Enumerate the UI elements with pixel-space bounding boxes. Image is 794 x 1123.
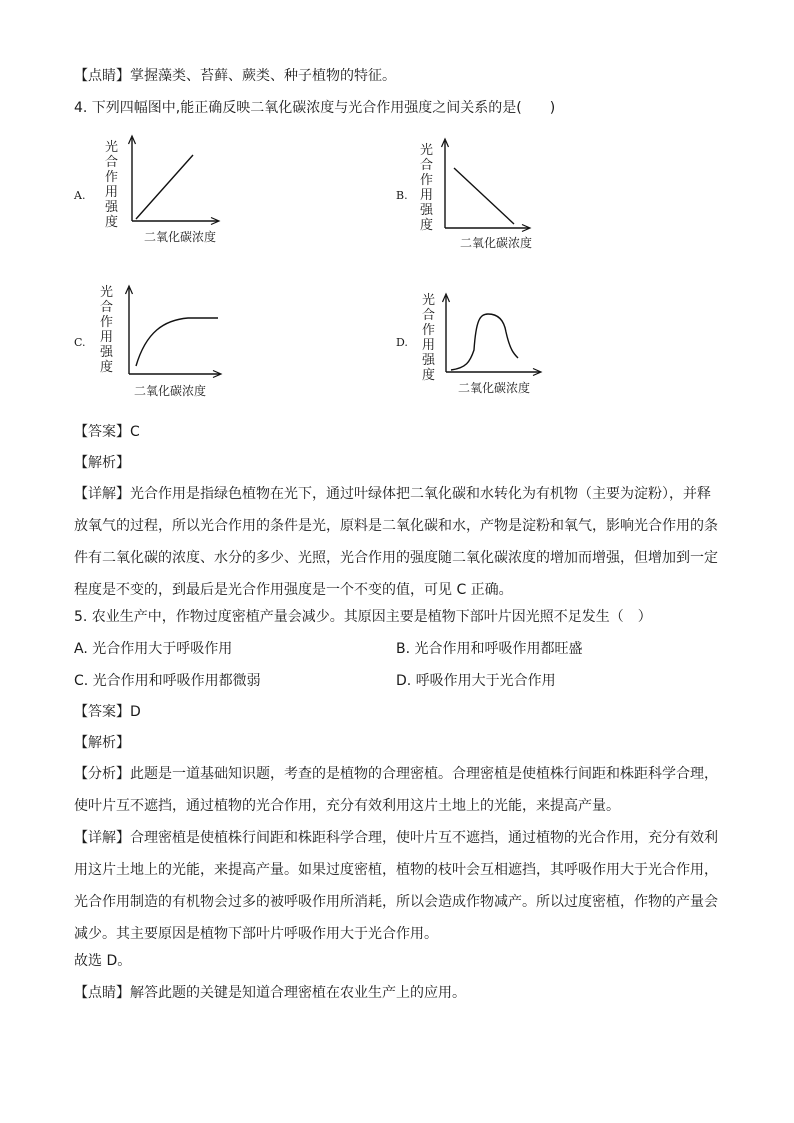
graph-b-ylabel-char: 作 [420,173,434,188]
graph-a-ylabel-char: 用 [105,185,119,200]
q5-detail-text: 合理密植是使植株行间距和株距科学合理，使叶片互不遮挡，通过植物的光合作用，充分有效利 [130,830,718,846]
graph-d-ylabel-char: 合 [422,308,436,323]
q5-analysis-text: 此题是一道基础知识题，考查的是植物的合理密植。合理密植是使植株行间距和株距科学合理， [130,766,718,782]
point-line-1 [74,66,396,86]
q5-analysis-tag: 【分析】 [74,766,130,782]
graph-b-ylabel-char: 度 [420,218,434,233]
q4-detail-row: 放氧气的过程，所以光合作用的条件是光，原料是二氧化碳和水，产物是淀粉和氧气，影响光合作用的条 [74,518,718,534]
graph-c-ylabel-char: 度 [100,360,114,375]
q5-detail-tag: 【详解】 [74,830,130,846]
question-5-stem: 5. 农业生产中，作物过度密植产量会减少。其原因主要是植物下部叶片因光照不足发生（ ） [74,609,652,625]
q4-analysis-heading: 【解析】 [74,455,130,471]
graph-c-ylabel [100,284,114,375]
graph-b-curve [454,168,514,224]
graph-b-ylabel-char: 光 [420,143,434,158]
graph-d-ylabel-char: 强 [422,353,436,368]
graph-a-ylabel-char: 光 [105,140,119,155]
q5-answer-tag: 【答案】 [74,704,130,720]
point-text: 掌握藻类、苔藓、蕨类、种子植物的特征。 [130,68,396,84]
q5-analysis-heading: 【解析】 [74,735,130,751]
graph-a [100,135,230,253]
q4-answer-line [74,422,140,442]
q5-option-letter: A. [74,641,88,657]
graph-a-ylabel-char: 合 [105,155,119,170]
q5-option-b [396,639,583,659]
q5-detail-row: 光合作用制造的有机物会过多的被呼吸作用所消耗，所以会造成作物减产。所以过度密植，作物的产量会 [74,894,718,910]
q4-detail-row: 件有二氧化碳的浓度、水分的多少、光照，光合作用的强度随二氧化碳浓度的增加而增强，但增加到一定 [74,550,718,566]
graph-c [96,282,226,400]
q4-detail-text: 光合作用是指绿色植物在光下，通过叶绿体把二氧化碳和水转化为有机物（主要为淀粉），并释 [130,486,711,502]
graph-d-ylabel-char: 度 [422,368,436,383]
graph-c-ylabel-char: 作 [100,315,114,330]
q5-detail-row [74,822,720,854]
graph-d-letter: D. [396,336,408,349]
q5-option-a [74,639,232,659]
graph-a-ylabel [105,139,119,230]
graph-a-ylabel-char: 度 [105,215,119,230]
q5-option-text: 呼吸作用大于光合作用 [415,673,556,689]
graph-b-letter: B. [396,189,408,202]
q5-analysis-row [74,758,720,790]
graph-b-ylabel-char: 合 [420,158,434,173]
q5-detail-row: 减少。其主要原因是植物下部叶片呼吸作用大于光合作用。 [74,926,438,942]
graph-a-ylabel-char: 强 [105,200,119,215]
q4-detail-row: 程度是不变的，到最后是光合作用强度是一个不变的值，可见 C 正确。 [74,582,513,598]
graph-d-xlabel: 二氧化碳浓度 [458,381,531,395]
q5-answer-line [74,702,141,722]
graph-b-ylabel [420,142,434,233]
graph-c-ylabel-char: 合 [100,300,114,315]
q4-answer-tag: 【答案】 [74,424,130,440]
point-tag: 【点睛】 [74,68,130,84]
graph-d-ylabel [422,292,436,383]
graph-d-curve [451,314,518,370]
q4-answer-value: C [130,424,140,440]
graph-a-curve [136,155,193,219]
q5-point-tag: 【点睛】 [74,985,130,1001]
graph-c-xlabel: 二氧化碳浓度 [134,384,207,398]
graph-d [418,290,548,402]
q5-point-text: 解答此题的关键是知道合理密植在农业生产上的应用。 [130,985,466,1001]
graph-c-ylabel-char: 用 [100,330,114,345]
graph-d-ylabel-char: 光 [422,293,436,308]
graph-d-ylabel-char: 用 [422,338,436,353]
graph-b [416,138,546,256]
q5-answer-value: D [130,704,141,720]
graph-b-ylabel-char: 用 [420,188,434,203]
q5-point-line [74,983,466,1003]
graph-d-ylabel-char: 作 [422,323,436,338]
q5-option-text: 光合作用大于呼吸作用 [92,641,233,657]
graph-c-letter: C. [74,336,86,349]
q5-option-c [74,671,261,691]
graph-c-ylabel-char: 强 [100,345,114,360]
graph-a-letter: A. [74,189,86,202]
graph-c-ylabel-char: 光 [100,285,114,300]
graph-a-xlabel: 二氧化碳浓度 [144,230,217,244]
q4-detail-paragraph [74,478,720,606]
question-4-stem: 4. 下列四幅图中,能正确反映二氧化碳浓度与光合作用强度之间关系的是( ) [74,100,556,116]
graph-a-ylabel-char: 作 [105,170,119,185]
q5-detail-paragraph [74,822,720,950]
q4-detail-row [74,478,720,510]
q5-analysis-row: 使叶片互不遮挡，通过植物的光合作用，充分有效利用这片土地上的光能，来提高产量。 [74,798,620,814]
q5-option-text: 光合作用和呼吸作用都旺盛 [414,641,583,657]
q5-option-letter: D. [396,673,412,689]
q5-option-letter: C. [74,673,89,689]
q5-detail-row: 用这片土地上的光能，来提高产量。如果过度密植，植物的枝叶会互相遮挡，其呼吸作用大于光合作用， [74,862,718,878]
q5-analysis-paragraph [74,758,720,822]
graph-c-curve [136,318,218,366]
q5-choice: 故选 D。 [74,953,132,969]
q5-option-d [396,671,556,691]
graph-b-xlabel: 二氧化碳浓度 [460,236,533,250]
q5-option-letter: B. [396,641,411,657]
q5-option-text: 光合作用和呼吸作用都微弱 [92,673,261,689]
q4-detail-tag: 【详解】 [74,486,130,502]
graph-b-ylabel-char: 强 [420,203,434,218]
